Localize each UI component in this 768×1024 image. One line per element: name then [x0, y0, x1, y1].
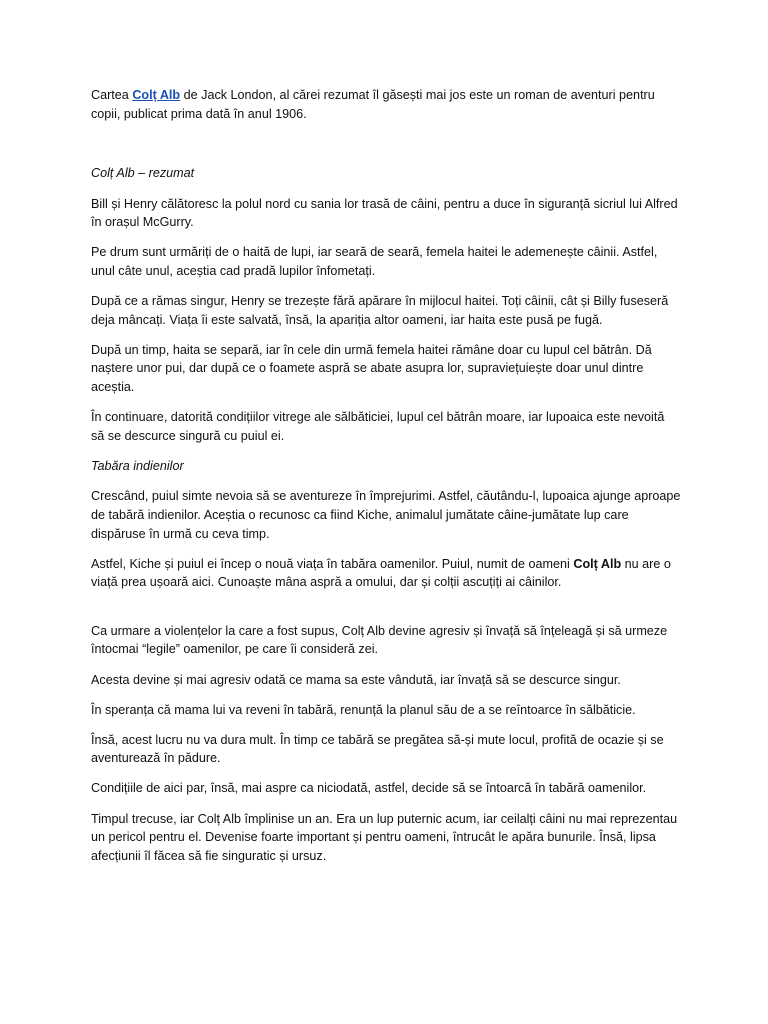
summary-paragraph: După ce a rămas singur, Henry se trezește fără apărare în mijlocul haitei. Toți câinii, cât și Billy fuseseră deja mâncați. Viața îi este salvată, însă, la apariția altor oameni, iar haita este pusă pe fugă. [91, 294, 669, 327]
document-page [91, 86, 681, 877]
summary-paragraph: În continuare, datorită condițiilor vitrege ale sălbăticiei, lupul cel bătrân moare, iar lupoaica este nevoită să se descurce singură cu puiul ei. [91, 410, 665, 443]
camp-paragraph: Acesta devine și mai agresiv odată ce mama sa este vândută, iar învață să se descurce singur. [91, 672, 621, 687]
intro-paragraph [91, 86, 681, 123]
summary-paragraph: După un timp, haita se separă, iar în cele din urmă femela haitei rămâne doar cu lupul cel bătrân. Dă naștere unor pui, dar după ce o foamete aspră se abate asupra lor, supraviețuiește doar unul dintre aceștia. [91, 342, 652, 395]
summary-heading: Colț Alb – rezumat [91, 166, 195, 181]
camp-paragraph: Însă, acest lucru nu va dura mult. În timp ce tabără se pregătea să-și mute locul, profită de ocazie și se aventurează în pădure. [91, 732, 664, 766]
camp-paragraph: Crescând, puiul simte nevoia să se aventureze în împrejurimi. Astfel, căutându-l, lupoaica ajunge aproape de tabără indienilor. Aceștia o recunosc ca fiind Kiche, animalul jumătate câine-jumătate lup care dispăruse în urmă cu ceva timp. [91, 489, 681, 541]
camp-paragraph: Timpul trecuse, iar Colț Alb împlinise un an. Era un lup puternic acum, iar ceilalți câini nu mai reprezentau un pericol pentru el. Devenise foarte important și pentru oameni, întrucât le apăra bunurile. Însă, lipsa afecțiunii îl făcea să fie singuratic și ursuz. [91, 811, 678, 863]
camp-paragraph: În speranța că mama lui va reveni în tabără, renunță la planul său de a se reîntoarce în sălbăticie. [91, 702, 636, 717]
indian-camp-heading: Tabăra indienilor [91, 458, 184, 473]
intro-middle: de [180, 88, 202, 102]
intro-prefix: Cartea [91, 88, 133, 102]
summary-paragraph: Pe drum sunt urmăriți de o haită de lupi, iar seară de seară, femela haitei le ademenește câinii. Astfel, unul câte unul, aceștia cad pradă lupilor înfometați. [91, 245, 658, 279]
summary-paragraph: Bill și Henry călătoresc la polul nord cu sania lor trasă de câini, pentru a duce în siguranță sicriul lui Alfred în orașul McGurry. [91, 196, 678, 230]
camp-paragraph: Ca urmare a violențelor la care a fost supus, Colț Alb devine agresiv și învață să înțeleagă și să urmeze întocmai “legile” oamenilor, pe care îi consideră zei. [91, 623, 668, 657]
camp-text-after: nu are o viață prea ușoară aici. Cunoaște mâna aspră a omului, dar și colții ascuțiți ai câinilor. [91, 556, 671, 590]
camp-text-before: Astfel, Kiche și puiul ei încep o nouă viața în tabăra oamenilor. Puiul, numit de oameni [91, 556, 574, 571]
camp-paragraph: Condițiile de aici par, însă, mai aspre ca niciodată, astfel, decide să se întoarcă în tabără oamenilor. [91, 781, 647, 796]
author-name: Jack London [201, 88, 273, 102]
white-fang-name: Colț Alb [573, 556, 622, 571]
book-title-link[interactable]: Colț Alb [132, 88, 181, 102]
intro-suffix: , al cărei rezumat îl găsești mai jos este un roman de aventuri pentru copii, publicat prima dată în anul 1906. [91, 88, 655, 121]
camp-paragraph-named [91, 555, 681, 592]
